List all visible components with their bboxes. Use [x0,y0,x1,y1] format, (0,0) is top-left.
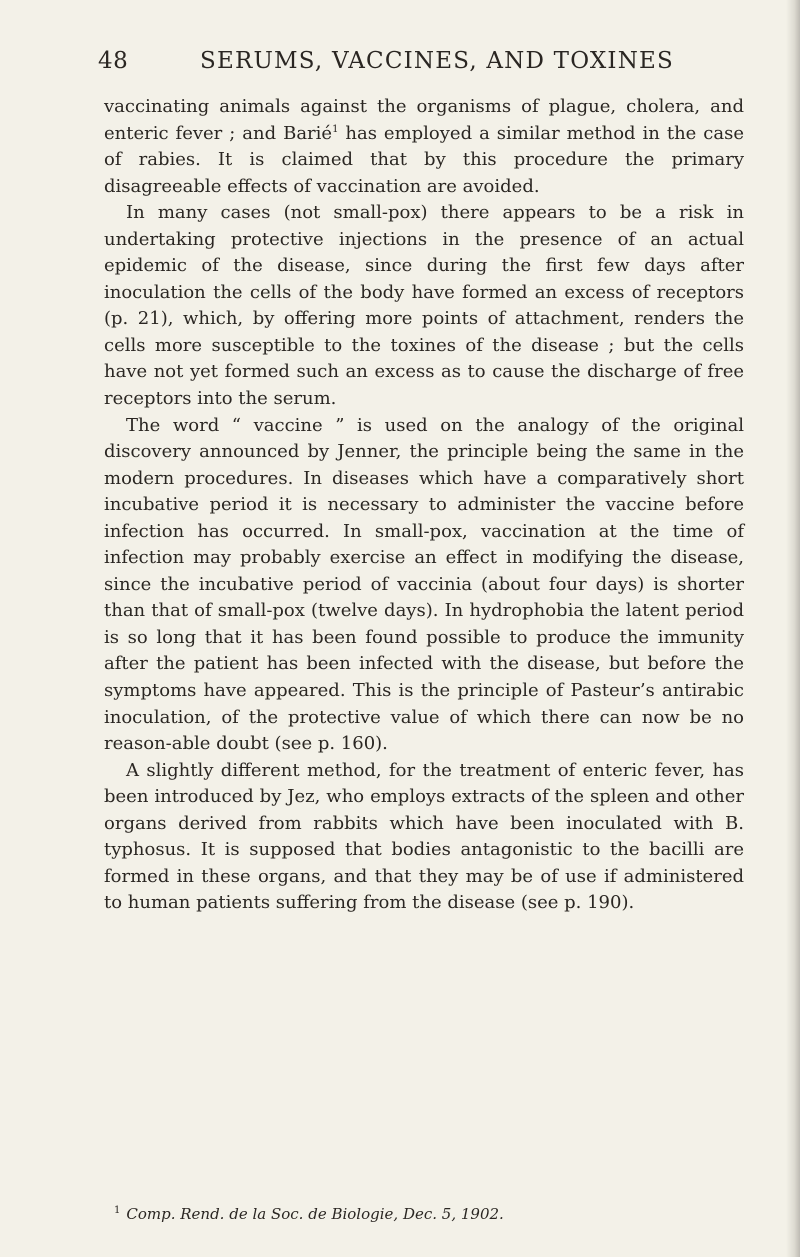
paragraph-2: In many cases (not small-pox) there appears to be a risk in undertaking protective injections in the presence of an actual epidemic of the disease, since during the first few days after inoculation the cells of the body have formed an excess of receptors (p. 21), which, by offering more points of attachment, renders the cells more susceptible to the toxines of the disease ; but the cells have not yet formed such an excess as to cause the discharge of free receptors into the serum. [104,202,744,410]
footnote-mark: 1 [114,1205,121,1216]
paragraph-4: A slightly different method, for the treatment of enteric fever, has been introduced by Jez, who employs extracts of the spleen and other organs derived from rabbits which have been inoculated with B. typhosus. It is supposed that bodies antagonistic to the bacilli are formed in these organs, and that they may be of use if administered to human patients suffering from the disease (see p. 190). [104,759,744,914]
paragraph-3: The word “ vaccine ” is used on the analogy of the original discovery announced by Jenner, the principle being the same in the modern procedures. In diseases which have a comparatively short incubative period it is necessary to administer the vaccine before infection has occurred. In small-pox, vaccination at the time of infection may probably exercise an effect in modifying the disease, since the incubative period of vaccinia (about four days) is shorter than that of small-pox (twelve days). In hydrophobia the latent period is so long that it has been found possible to produce the immunity after the patient has been infected with the disease, but before the symptoms have appeared. This is the principle of Pasteur’s antirabic inoculation, of the protective value of which there can now be no reason-able doubt (see p. 160). [104,414,744,755]
body-text [104,94,744,917]
paragraph-1-text-before: vaccinating animals against the organisms of plague, cholera, and enteric fever ; and Barié [104,96,744,144]
page-number: 48 [98,48,129,74]
footnote-text: Comp. Rend. de la Soc. de Biologie, Dec. 5, 1902. [126,1205,504,1223]
running-title: SERUMS, VACCINES, AND TOXINES [200,48,674,74]
paragraph-1 [104,94,744,200]
footnote-reference: 1 [332,123,339,135]
footnote [114,1205,734,1223]
paragraph-1-text-after: has employed a similar method in the case of rabies. It is claimed that by this procedure the primary disagreeable effects of vaccination are avoided. [104,122,744,197]
page-edge-shadow [786,0,800,1257]
page-header [0,48,800,82]
